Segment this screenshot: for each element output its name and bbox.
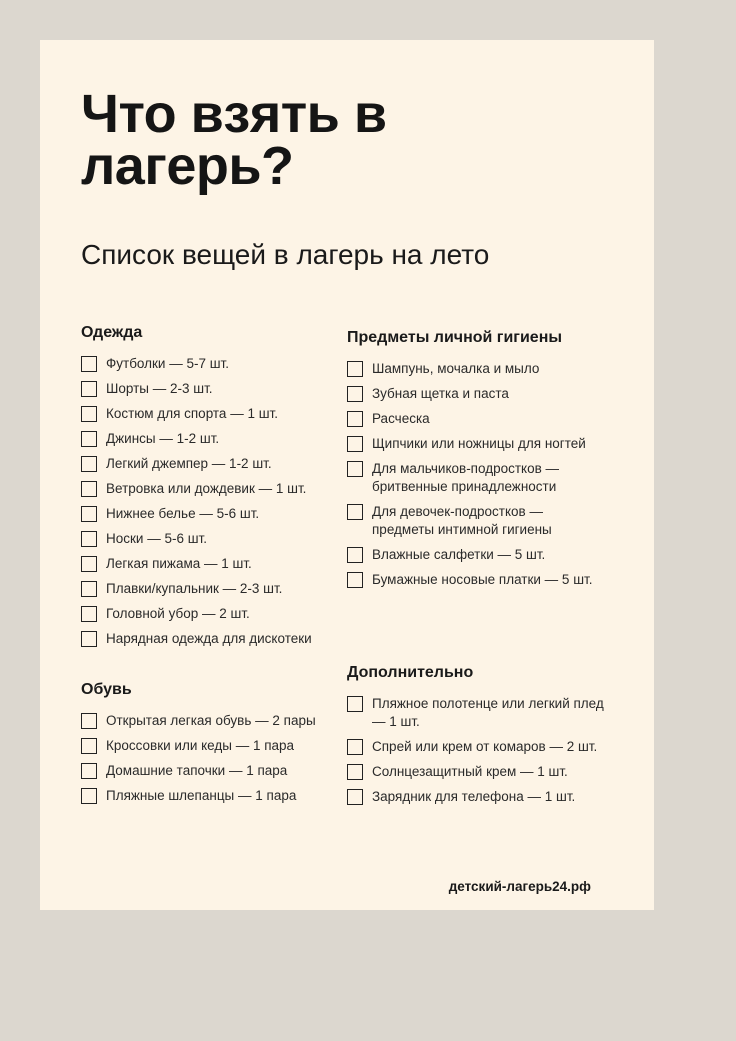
checklist-item[interactable]	[347, 571, 607, 589]
checklist-item[interactable]	[81, 762, 351, 780]
checklist-item[interactable]	[81, 605, 351, 623]
checkbox[interactable]	[347, 696, 363, 712]
checklist-item[interactable]	[81, 580, 351, 598]
checklist-item-label: Футболки — 5-7 шт.	[106, 356, 229, 371]
site-url: детский-лагерь24.рф	[448, 879, 591, 894]
checkbox[interactable]	[81, 606, 97, 622]
checkbox[interactable]	[81, 738, 97, 754]
checklist-item[interactable]	[81, 787, 351, 805]
checkbox[interactable]	[347, 411, 363, 427]
checklist-item-label: Нижнее белье — 5-6 шт.	[106, 506, 260, 521]
checklist-item-label: Нарядная одежда для дискотеки	[106, 631, 312, 646]
checkbox[interactable]	[347, 764, 363, 780]
checklist-item[interactable]	[347, 410, 607, 428]
checkbox[interactable]	[81, 531, 97, 547]
section-heading-extra: Дополнительно	[347, 664, 474, 681]
checkbox[interactable]	[347, 504, 363, 520]
checklist-item-label: Зарядник для телефона — 1 шт.	[372, 789, 576, 804]
checkbox[interactable]	[81, 456, 97, 472]
checklist-item-label: Солнцезащитный крем — 1 шт.	[372, 764, 568, 779]
checkbox[interactable]	[81, 506, 97, 522]
checkbox[interactable]	[81, 406, 97, 422]
checklist-item[interactable]	[81, 405, 351, 423]
checklist-item[interactable]	[347, 435, 607, 453]
checklist-item[interactable]	[81, 380, 351, 398]
section-heading-shoes: Обувь	[81, 681, 132, 698]
checkbox[interactable]	[81, 356, 97, 372]
checklist-item-label: Бумажные носовые платки — 5 шт.	[372, 572, 593, 587]
checklist-item-label: Головной убор — 2 шт.	[106, 606, 250, 621]
section-shoes	[81, 680, 351, 812]
checklist-item-label: Спрей или крем от комаров — 2 шт.	[372, 739, 598, 754]
checklist-item-label: Легкий джемпер — 1-2 шт.	[106, 456, 272, 471]
checklist-item[interactable]	[347, 546, 607, 564]
checkbox[interactable]	[347, 547, 363, 563]
checkbox[interactable]	[81, 788, 97, 804]
section-extra	[347, 663, 607, 813]
checklist-item-label: Расческа	[372, 411, 430, 426]
checklist-item-label: Щипчики или ножницы для ногтей	[372, 436, 586, 451]
checklist-item[interactable]	[81, 737, 351, 755]
checkbox[interactable]	[347, 789, 363, 805]
section-heading-clothes: Одежда	[81, 324, 143, 341]
checklist-item-label: Джинсы — 1-2 шт.	[106, 431, 220, 446]
checklist-hygiene	[347, 360, 607, 589]
checklist-item-label: Для мальчиков-подростков — бритвенные принадлежности	[372, 461, 560, 494]
checkbox[interactable]	[347, 572, 363, 588]
checklist-item[interactable]	[81, 455, 351, 473]
checklist-item-label: Зубная щетка и паста	[372, 386, 509, 401]
checklist-item[interactable]	[347, 738, 607, 756]
checklist-item-label: Плавки/купальник — 2-3 шт.	[106, 581, 283, 596]
checklist-item[interactable]	[81, 555, 351, 573]
checklist-item[interactable]	[81, 430, 351, 448]
checkbox[interactable]	[347, 436, 363, 452]
checklist-item[interactable]	[81, 712, 351, 730]
checklist-item[interactable]	[347, 763, 607, 781]
checklist-item-label: Для девочек-подростков — предметы интимной гигиены	[372, 504, 552, 537]
checklist-shoes	[81, 712, 351, 805]
checkbox[interactable]	[347, 461, 363, 477]
checklist-item[interactable]	[81, 505, 351, 523]
checklist-item-label: Пляжные шлепанцы — 1 пара	[106, 788, 297, 803]
checklist-item-label: Шорты — 2-3 шт.	[106, 381, 213, 396]
checklist-item-label: Домашние тапочки — 1 пара	[106, 763, 288, 778]
checklist-item-label: Пляжное полотенце или легкий плед — 1 шт.	[372, 696, 604, 729]
checkbox[interactable]	[347, 386, 363, 402]
checklist-item-label: Легкая пижама — 1 шт.	[106, 556, 252, 571]
checklist-item[interactable]	[347, 788, 607, 806]
checklist-sheet	[40, 40, 654, 910]
checklist-item[interactable]	[347, 360, 607, 378]
checkbox[interactable]	[81, 556, 97, 572]
checklist-item-label: Носки — 5-6 шт.	[106, 531, 207, 546]
checklist-item[interactable]	[347, 695, 607, 731]
checkbox[interactable]	[81, 481, 97, 497]
checklist-extra	[347, 695, 607, 806]
checklist-item-label: Ветровка или дождевик — 1 шт.	[106, 481, 307, 496]
page-subtitle: Список вещей в лагерь на лето	[81, 239, 490, 270]
checklist-item[interactable]	[347, 385, 607, 403]
checklist-item[interactable]	[81, 480, 351, 498]
checkbox[interactable]	[81, 713, 97, 729]
checklist-item-label: Кроссовки или кеды — 1 пара	[106, 738, 295, 753]
checkbox[interactable]	[81, 431, 97, 447]
checklist-item[interactable]	[81, 630, 351, 648]
checklist-item-label: Шампунь, мочалка и мыло	[372, 361, 540, 376]
section-hygiene	[347, 328, 607, 596]
checkbox[interactable]	[81, 581, 97, 597]
page-title: Что взять в лагерь?	[81, 84, 387, 196]
section-heading-hygiene: Предметы личной гигиены	[347, 329, 563, 346]
checkbox[interactable]	[81, 381, 97, 397]
checklist-item[interactable]	[347, 503, 607, 539]
checkbox[interactable]	[81, 763, 97, 779]
checkbox[interactable]	[81, 631, 97, 647]
checklist-clothes	[81, 355, 351, 648]
section-clothes	[81, 323, 351, 655]
checkbox[interactable]	[347, 739, 363, 755]
checkbox[interactable]	[347, 361, 363, 377]
checklist-item-label: Костюм для спорта — 1 шт.	[106, 406, 278, 421]
checklist-item-label: Влажные салфетки — 5 шт.	[372, 547, 546, 562]
checklist-item[interactable]	[81, 355, 351, 373]
checklist-item[interactable]	[347, 460, 607, 496]
checklist-item[interactable]	[81, 530, 351, 548]
checklist-item-label: Открытая легкая обувь — 2 пары	[106, 713, 316, 728]
